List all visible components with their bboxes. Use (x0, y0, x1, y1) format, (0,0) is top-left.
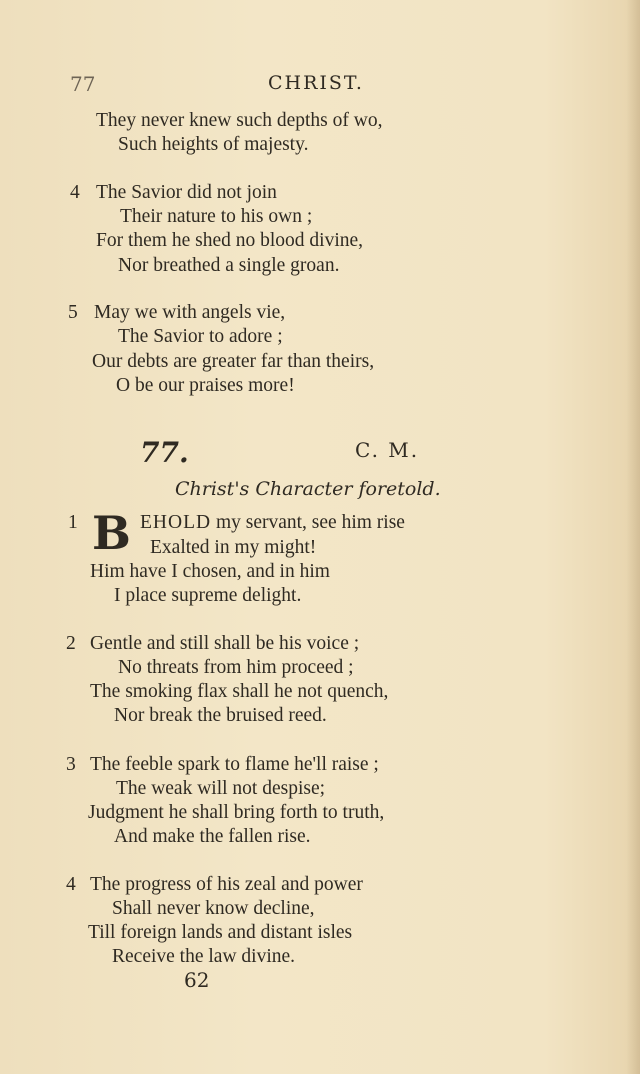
running-head-title: CHRIST. (268, 72, 364, 94)
verse-line: Gentle and still shall be his voice ; (90, 633, 360, 654)
stanza-number: 4 (70, 182, 80, 203)
verse-line: Till foreign lands and distant isles (88, 922, 353, 943)
stanza-number: 1 (68, 512, 78, 533)
verse-line: The Savior did not join (96, 182, 277, 203)
verse-line: The feeble spark to flame he'll raise ; (90, 754, 379, 775)
verse-line-first (140, 512, 405, 534)
first-line-tail: my servant, see him rise (215, 512, 405, 533)
verse-line: Nor breathed a single groan. (118, 255, 340, 276)
verse-line: Nor break the bruised reed. (114, 705, 327, 726)
verse-line: Receive the law divine. (112, 946, 296, 967)
verse-line: I place supreme delight. (114, 585, 302, 606)
verse-line: For them he shed no blood divine, (96, 230, 364, 251)
stanza-number: 2 (66, 633, 76, 654)
running-head-page-number: 77 (70, 72, 96, 96)
verse-line: Shall never know decline, (112, 898, 315, 919)
verse-line: They never knew such depths of wo, (96, 110, 383, 131)
stanza-number: 3 (66, 754, 76, 775)
verse-line: Exalted in my might! (150, 537, 317, 558)
verse-line: And make the fallen rise. (114, 826, 311, 847)
verse-line: The progress of his zeal and power (90, 874, 363, 895)
first-word-caps: EHOLD (140, 512, 212, 533)
verse-line: The weak will not despise; (116, 778, 326, 799)
hymn-number: 77. (140, 436, 189, 469)
verse-line: Judgment he shall bring forth to truth, (88, 802, 385, 823)
verse-line: No threats from him proceed ; (118, 657, 354, 678)
verse-line: The smoking flax shall he not quench, (90, 681, 389, 702)
footer-page-number: 62 (184, 968, 210, 992)
page-edge-shadow (626, 0, 640, 1074)
hymn-title: Christ's Character foretold. (175, 478, 441, 500)
hymn-meter: C. M. (355, 438, 420, 462)
verse-line: Their nature to his own ; (120, 206, 313, 227)
verse-line: Our debts are greater far than theirs, (92, 351, 375, 372)
drop-cap: B (92, 506, 131, 560)
stanza-number: 4 (66, 874, 76, 895)
verse-line: The Savior to adore ; (118, 326, 283, 347)
running-head (0, 72, 640, 102)
verse-line: O be our praises more! (116, 375, 295, 396)
stanza-number: 5 (68, 302, 78, 323)
verse-line: Such heights of majesty. (118, 134, 309, 155)
verse-line: May we with angels vie, (94, 302, 286, 323)
verse-line: Him have I chosen, and in him (90, 561, 330, 582)
